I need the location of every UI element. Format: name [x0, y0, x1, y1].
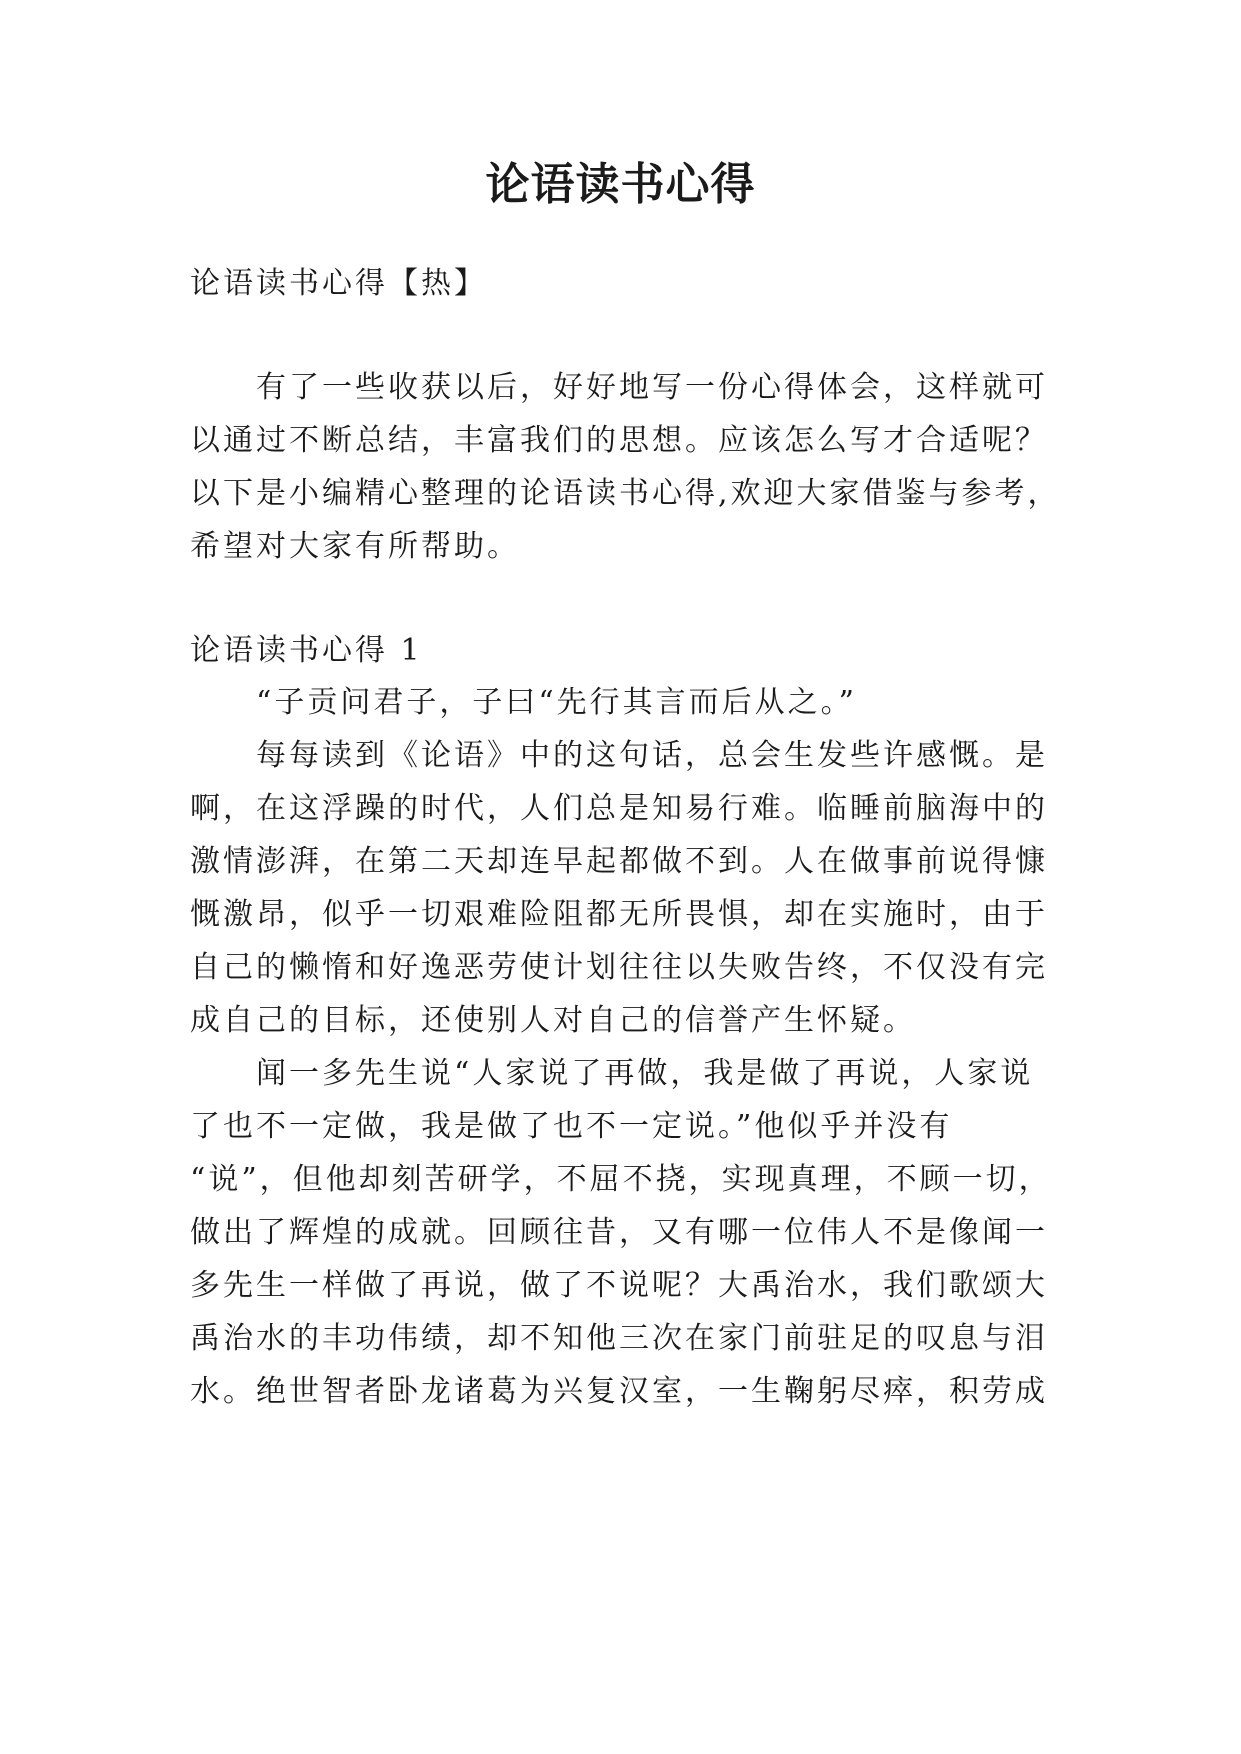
paragraph-line: 了也不一定做，我是做了也不一定说。”他似乎并没有 — [190, 1109, 953, 1144]
quote-line: “子贡问君子，子曰“先行其言而后从之。” — [256, 685, 858, 720]
paragraph-line: “说”，但他却刻苦研学，不屈不挠，实现真理，不顾一切， — [190, 1162, 1052, 1197]
document-subtitle: 论语读书心得【热】 — [190, 266, 487, 301]
paragraph-line: 做出了辉煌的成就。回顾往昔，又有哪一位伟人不是像闻一 — [190, 1215, 1048, 1250]
intro-line: 以通过不断总结，丰富我们的思想。应该怎么写才合适呢？ — [190, 423, 1048, 458]
paragraph-line: 多先生一样做了再说，做了不说呢？大禹治水，我们歌颂大 — [190, 1268, 1048, 1303]
paragraph-line: 水。绝世智者卧龙诸葛为兴复汉室，一生鞠躬尽瘁，积劳成 — [190, 1374, 1048, 1409]
intro-line: 以下是小编精心整理的论语读书心得,欢迎大家借鉴与参考， — [190, 476, 1061, 511]
paragraph-line: 激情澎湃，在第二天却连早起都做不到。人在做事前说得慷 — [190, 844, 1048, 879]
paragraph-line: 禹治水的丰功伟绩，却不知他三次在家门前驻足的叹息与泪 — [190, 1321, 1048, 1356]
paragraph-line: 啊，在这浮躁的时代，人们总是知易行难。临睡前脑海中的 — [190, 791, 1048, 826]
intro-line: 有了一些收获以后，好好地写一份心得体会，这样就可 — [256, 370, 1048, 405]
paragraph-line: 闻一多先生说“人家说了再做，我是做了再说，人家说 — [256, 1056, 1034, 1091]
paragraph-line: 每每读到《论语》中的这句话，总会生发些许感慨。是 — [256, 738, 1048, 773]
paragraph-line: 自己的懒惰和好逸恶劳使计划往往以失败告终，不仅没有完 — [190, 950, 1048, 985]
paragraph-line: 慨激昂，似乎一切艰难险阻都无所畏惧，却在实施时，由于 — [190, 897, 1048, 932]
intro-line: 希望对大家有所帮助。 — [190, 529, 520, 564]
section-heading: 论语读书心得 1 — [190, 633, 423, 668]
paragraph-line: 成自己的目标，还使别人对自己的信誉产生怀疑。 — [190, 1003, 916, 1038]
document-title: 论语读书心得 — [485, 159, 756, 210]
